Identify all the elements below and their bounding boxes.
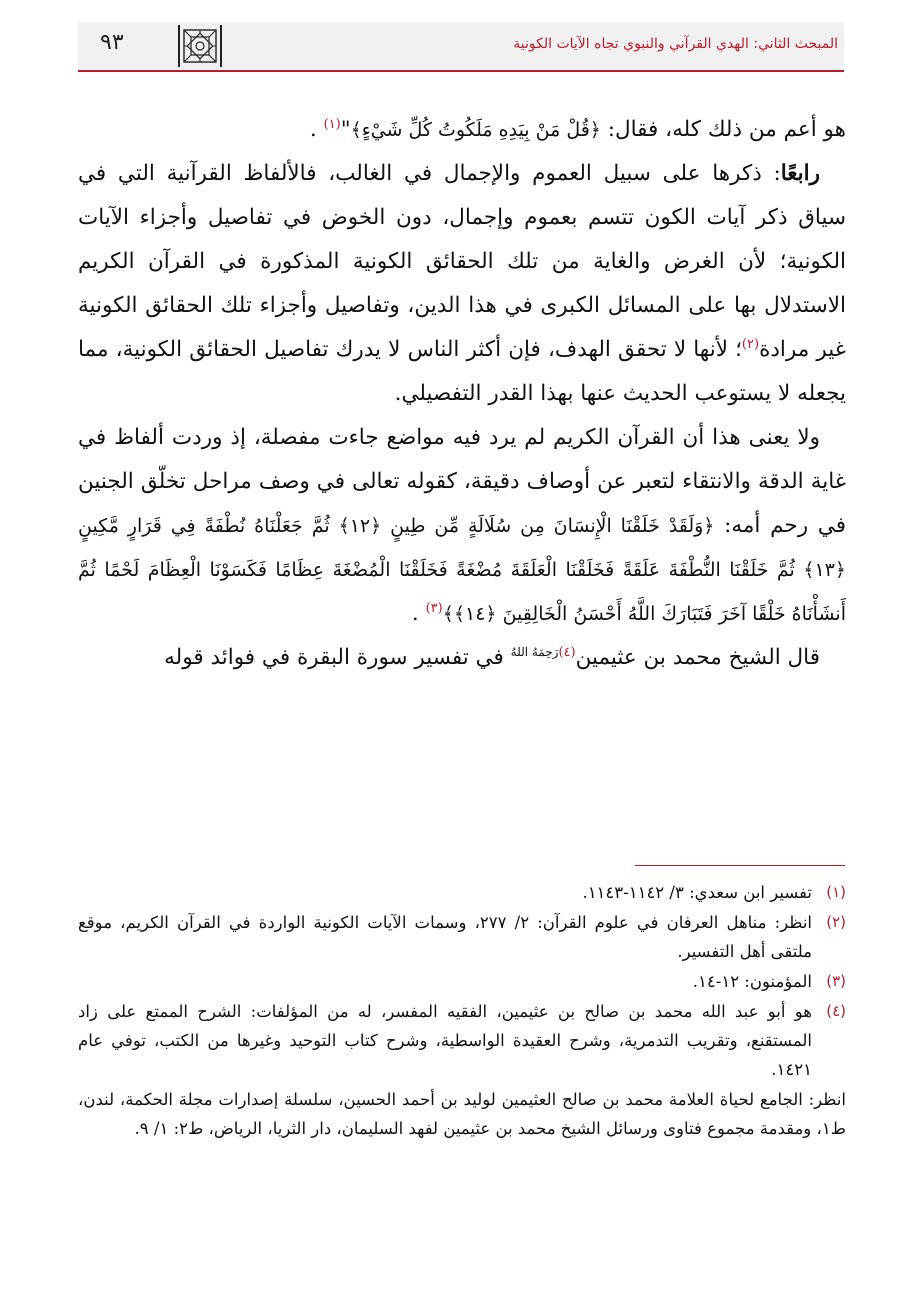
header-rule (78, 70, 844, 72)
closing-quote: " (340, 117, 351, 142)
footnote-1 (78, 878, 846, 907)
paragraph-3 (78, 416, 846, 636)
ornament-svg (182, 28, 218, 64)
paragraph-2 (78, 152, 846, 416)
footnote-number: (٢) (826, 913, 846, 931)
footnote-4 (78, 997, 846, 1084)
paragraph-1-end: . (309, 117, 324, 142)
quran-verse-2: ﴿وَلَقَدْ خَلَقْنَا الْإِنسَانَ مِن سُلَالَةٍ مِّن طِينٍ ﴿١٢﴾ ثُمَّ جَعَلْنَاهُ نُطْفَةً فِي قَرَارٍ مَّكِينٍ ﴿١٣﴾ ثُمَّ خَلَقْنَا النُّطْفَةَ عَلَقَةً فَخَلَقْنَا الْعَلَقَةَ مُضْغَةً فَخَلَقْنَا الْمُضْغَةَ عِظَامًا فَكَسَوْنَا الْعِظَامَ لَحْمًا ثُمَّ أَنشَأْنَاهُ خَلْقًا آخَرَ فَتَبَارَكَ اللَّهُ أَحْسَنُ الْخَالِقِينَ ﴿١٤﴾﴾ (78, 515, 846, 625)
footnotes (78, 878, 846, 1143)
footnote-separator (635, 865, 845, 866)
running-title: المبحث الثاني: الهدي القرآني والنبوي تجاه الآيات الكونية (513, 36, 838, 52)
point-label: رابعًا (780, 161, 820, 186)
paragraph-1 (78, 108, 846, 152)
paragraph-3-text: ولا يعنى هذا أن القرآن الكريم لم يرد فيه مواضع جاءت مفصلة، إذ وردت ألفاظ في غاية الدقة والانتقاء لتعبر عن أوصاف دقيقة، كقوله تعالى في وصف مراحل تخلّق الجنين في رحم أمه: (78, 425, 846, 538)
paragraph-4-text-a: قال الشيخ محمد بن عثيمين (575, 645, 820, 670)
geometric-ornament-icon (178, 25, 222, 67)
paragraph-4-text-b: في تفسير سورة البقرة في فوائد قوله (164, 645, 511, 670)
footnote-ref-2[interactable]: (٢) (741, 336, 760, 352)
footnote-3 (78, 967, 846, 996)
footnote-ref-3[interactable]: (٣) (425, 600, 443, 616)
paragraph-2-text-a: : ذكرها على سبيل العموم والإجمال في الغالب، فالألفاظ القرآنية التي في سياق ذكر آيات الكون تتسم بعموم وإجمال، دون الخوض في تفاصيل وأجزاء الآيات الكونية؛ لأن الغرض والغاية من تلك الحقائق الكونية المذكورة في القرآن الكريم الاستدلال بها على المسائل الكبرى في هذا الدين، وتفاصيل وأجزاء تلك الحقائق الكونية غير مرادة (78, 161, 846, 362)
page-number: ٩٣ (100, 30, 124, 55)
paragraph-2-text-b: ؛ لأنها لا تحقق الهدف، فإن أكثر الناس لا يدرك تفاصيل الحقائق الكونية، مما يجعله لا يستوعب الحديث عنها بهذا القدر التفصيلي. (78, 337, 846, 406)
paragraph-4 (78, 636, 846, 680)
paragraph-1-text: هو أعم من ذلك كله، فقال: (600, 117, 846, 142)
paragraph-3-end: . (411, 601, 426, 626)
honorific-glyph: رَحِمَهُ اللهُ (510, 644, 559, 659)
footnote-ref-1[interactable]: (١) (323, 116, 341, 132)
footnote-text: تفسير ابن سعدي: ٣/ ١١٤٢-١١٤٣. (582, 883, 812, 902)
footnote-number: (٣) (826, 972, 846, 990)
page-header (78, 22, 844, 72)
quran-verse-1: ﴿قُلْ مَنْ بِيَدِهِ مَلَكُوتُ كُلِّ شَيْءٍ﴾ (350, 119, 601, 141)
footnote-2 (78, 908, 846, 966)
main-text (78, 108, 846, 680)
footnote-number: (١) (826, 883, 846, 901)
footnote-4-continuation: انظر: الجامع لحياة العلامة محمد بن صالح العثيمين لوليد بن أحمد الحسين، سلسلة إصدارات مجلة الحكمة، لندن، ط١، ومقدمة مجموع فتاوى ورسائل الشيخ محمد بن عثيمين لفهد السليمان، دار الثريا، الرياض، ط٢: ١/ ٩. (78, 1090, 846, 1138)
footnote-text: المؤمنون: ١٢-١٤. (692, 972, 812, 991)
footnote-text: انظر: مناهل العرفان في علوم القرآن: ٢/ ٢٧٧، وسمات الآيات الكونية الواردة في القرآن الكريم، موقع ملتقى أهل التفسير. (78, 913, 813, 961)
footnote-text: هو أبو عبد الله محمد بن صالح بن عثيمين، الفقيه المفسر، له من المؤلفات: الشرح الممتع على زاد المستقنع، وتقريب التدمرية، وشرح العقيدة الواسطية، وشرح كتاب التوحيد وغيرها من الكتب، توفي عام ١٤٢١. (78, 1002, 812, 1079)
footnote-ref-4[interactable]: (٤) (558, 644, 576, 660)
footnote-number: (٤) (826, 1002, 846, 1020)
